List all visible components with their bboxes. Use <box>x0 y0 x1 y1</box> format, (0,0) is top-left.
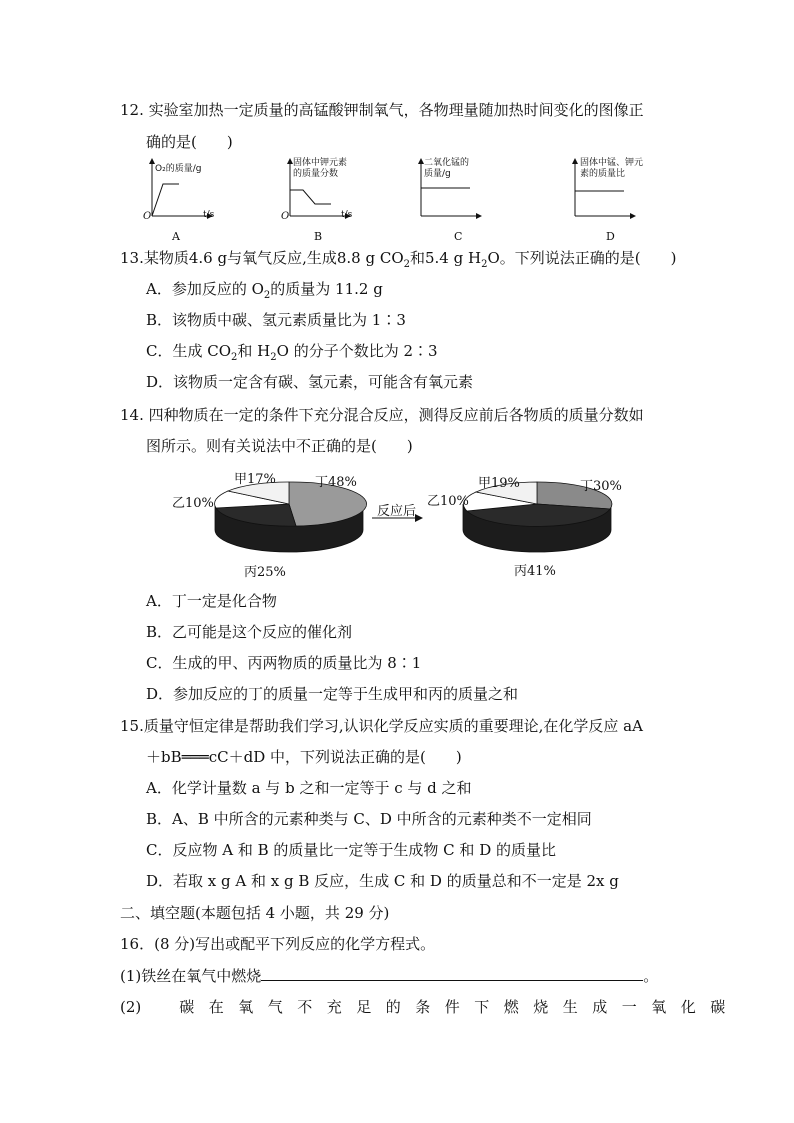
section-heading: 二、填空题(本题包括 4 小题，共 29 分) <box>120 904 390 922</box>
q14-option-d: D．参加反应的丁的质量一定等于生成甲和丙的质量之和 <box>146 685 519 703</box>
q14-stem-line2: 图所示。则有关说法中不正确的是( ) <box>146 437 413 455</box>
q15-option-a: A．化学计量数 a 与 b 之和一定等于 c 与 d 之和 <box>146 779 472 797</box>
pie-before-label-ding: 丁48% <box>315 475 357 490</box>
q16-part1-end: 。 <box>643 967 659 985</box>
graph-d-caption: D <box>606 230 615 243</box>
arrow-label: 反应后 <box>377 504 417 519</box>
q14-option-a: A．丁一定是化合物 <box>146 592 277 610</box>
q14-option-c: C．生成的甲、丙两物质的质量比为 8∶1 <box>146 654 422 672</box>
q12-stem-line1: 12. 实验室加热一定质量的高锰酸钾制氧气，各物理量随加热时间变化的图像正 <box>120 101 644 119</box>
q16-part2-number: (2) <box>120 998 142 1016</box>
graph-a-caption: A <box>172 230 180 243</box>
q13-stem: 13.某物质4.6 g与氧气反应,生成8.8 g $CO_2$和5.4 g $H_2O$。下列说法正确的是( ) <box>120 249 677 270</box>
graph-a-ylabel: O₂的质量/g <box>155 164 202 174</box>
graph-b-caption: B <box>314 230 323 243</box>
q15-stem-line2: ＋bB═══cC＋dD 中，下列说法正确的是( ) <box>146 748 462 766</box>
graph-d-ylabel: 固体中锰、钾元 素的质量比 <box>580 158 644 179</box>
q16-part2 <box>120 997 740 1017</box>
q12-stem-line2: 确的是( ) <box>146 133 233 151</box>
q16-part1-label: (1)铁丝在氧气中燃烧 <box>120 967 262 985</box>
graph-b-xlabel: t/s <box>341 210 353 220</box>
q16-part1-answer-blank[interactable] <box>261 966 643 981</box>
pie-after-label-bing: 丙41% <box>514 564 556 579</box>
pie-before-label-jia: 甲17% <box>234 472 276 487</box>
q16-part2-text: 碳在氧气不充足的条件下燃烧生成一氧化碳 <box>179 998 740 1016</box>
q16-stem: 16．(8 分)写出或配平下列反应的化学方程式。 <box>120 935 436 953</box>
q14-stem-line1: 14. 四种物质在一定的条件下充分混合反应，测得反应前后各物质的质量分数如 <box>120 406 644 424</box>
q15-option-d: D．若取 x g A 和 x g B 反应，生成 C 和 D 的质量总和不一定是 2x g <box>146 872 619 890</box>
q13-option-a: A．参加反应的 $O_2$的质量为 11.2 g <box>146 280 383 301</box>
q12-graph-a <box>145 158 235 244</box>
q15-option-b: B．A、B 中所含的元素种类与 C、D 中所含的元素种类不一定相同 <box>146 810 592 828</box>
q13-option-b: B．该物质中碳、氢元素质量比为 1∶3 <box>146 311 406 329</box>
q12-graph-d <box>568 158 658 244</box>
q15-option-c: C．反应物 A 和 B 的质量比一定等于生成物 C 和 D 的质量比 <box>146 841 556 859</box>
pie-before <box>215 482 367 552</box>
q13-option-c: C．生成 $CO_2$和 $H_2O$ 的分子个数比为 2∶3 <box>146 342 438 363</box>
pie-before-label-bing: 丙25% <box>244 565 286 580</box>
pie-after-label-ding: 丁30% <box>580 479 622 494</box>
pie-after-label-jia: 甲19% <box>478 476 520 491</box>
q13-option-d: D．该物质一定含有碳、氢元素，可能含有氧元素 <box>146 373 474 391</box>
q14-option-b: B．乙可能是这个反应的催化剂 <box>146 623 353 641</box>
graph-c-caption: C <box>454 230 463 243</box>
q16-part1 <box>120 966 658 986</box>
q15-stem-line1: 15.质量守恒定律是帮助我们学习,认识化学反应实质的重要理论,在化学反应 aA <box>120 717 643 735</box>
q12-graph-b <box>283 158 373 244</box>
graph-b-origin: O <box>281 211 290 222</box>
pie-after-label-yi: 乙10% <box>427 494 469 509</box>
graph-a-origin: O <box>143 211 152 222</box>
pie-before-label-yi: 乙10% <box>172 496 214 511</box>
q12-graph-c <box>414 158 504 244</box>
graph-c-ylabel: 二氧化锰的 质量/g <box>424 158 470 179</box>
graph-b-ylabel: 固体中钾元素 的质量分数 <box>293 158 348 179</box>
graph-a-xlabel: t/s <box>203 210 215 220</box>
